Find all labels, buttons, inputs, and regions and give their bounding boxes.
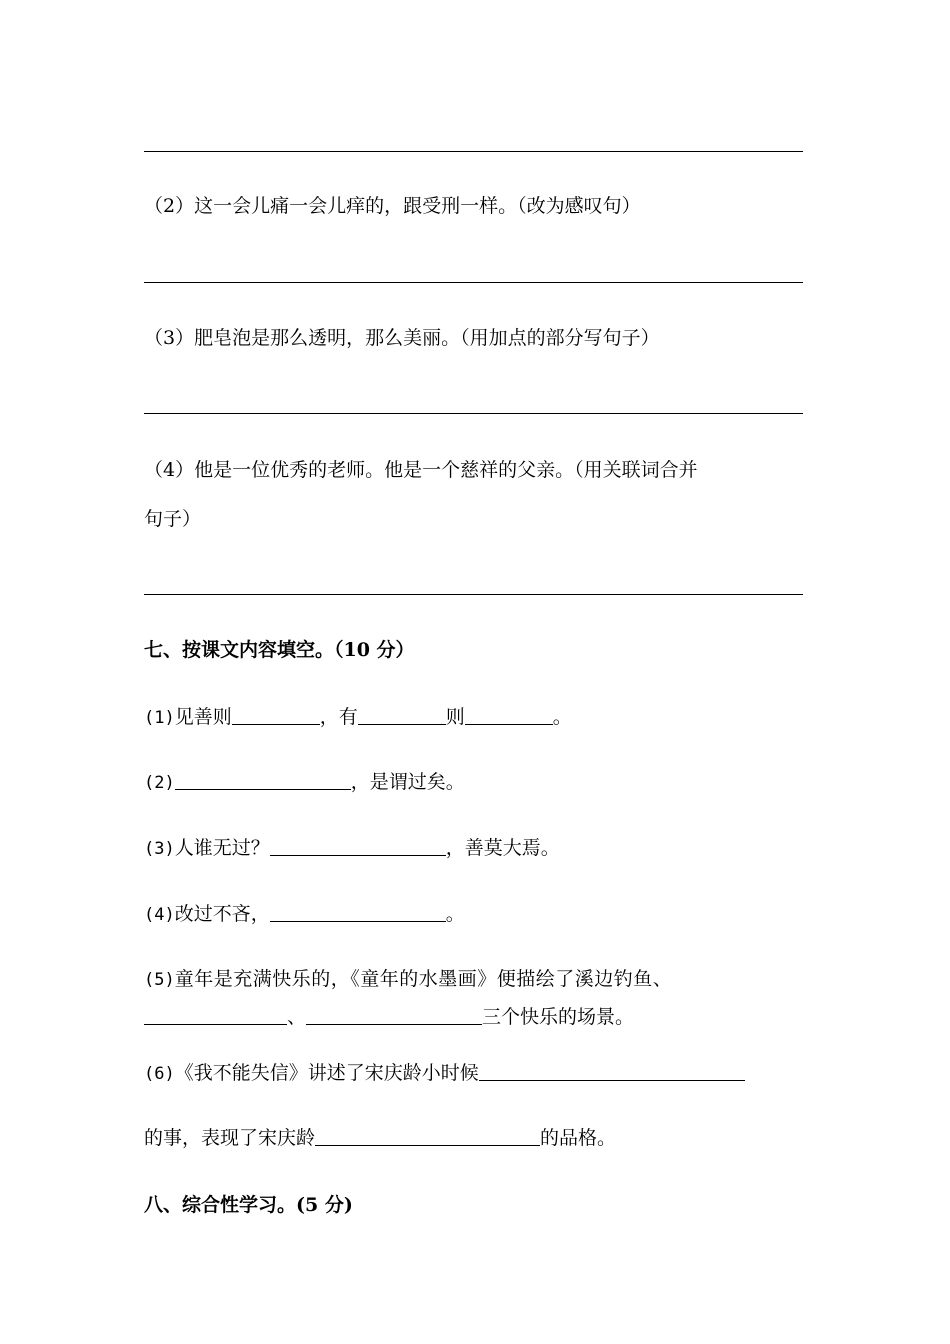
- question-6-4: [144, 457, 698, 483]
- section-8-title: [144, 1192, 353, 1218]
- item-1-number: (1): [144, 708, 175, 728]
- question-6-4-cont: [144, 506, 201, 532]
- fill-item-6: [144, 1060, 745, 1087]
- answer-line-2[interactable]: [144, 282, 803, 283]
- item-5-text-b: 、: [287, 1006, 307, 1028]
- item-5-text-c: 三个快乐的场景。: [482, 1006, 635, 1028]
- fill-item-4: [144, 901, 465, 928]
- item-1-text-a: 见善则: [174, 706, 232, 728]
- section-7-title-text: 七、按课文内容填空。（10 分）: [144, 639, 415, 661]
- question-6-4-text-a: （4）他是一位优秀的老师。他是一个慈祥的父亲。（用关联词合并: [144, 459, 698, 481]
- item-4-text-a: 改过不吝，: [174, 903, 270, 925]
- item-1-text-b: ，有: [319, 706, 358, 728]
- item-2-blank-1[interactable]: [175, 771, 351, 790]
- answer-line-1[interactable]: [144, 151, 803, 152]
- item-6-blank-1[interactable]: [479, 1062, 745, 1081]
- fill-item-2: [144, 769, 465, 796]
- item-2-text-a: ，是谓过矣。: [350, 771, 465, 793]
- question-6-2-text: （2）这一会儿痛一会儿痒的，跟受刑一样。（改为感叹句）: [144, 195, 641, 217]
- item-1-text-d: 。: [552, 706, 572, 728]
- item-5-blank-2[interactable]: [306, 1006, 482, 1025]
- item-4-number: (4): [144, 905, 175, 925]
- section-8-title-text: 八、综合性学习。(5 分): [144, 1194, 353, 1216]
- item-1-text-c: 则: [445, 706, 465, 728]
- question-6-3-text: （3）肥皂泡是那么透明，那么美丽。（用加点的部分写句子）: [144, 327, 660, 349]
- item-3-text-b: ，善莫大焉。: [445, 837, 560, 859]
- item-4-text-b: 。: [445, 903, 465, 925]
- answer-line-3[interactable]: [144, 413, 803, 414]
- fill-item-3: [144, 835, 560, 862]
- fill-item-5-cont: [144, 1004, 634, 1030]
- item-1-blank-1[interactable]: [232, 706, 320, 725]
- item-5-blank-1[interactable]: [144, 1006, 287, 1025]
- item-2-number: (2): [144, 773, 175, 793]
- item-5-number: (5): [144, 970, 175, 990]
- item-6-number: (6): [144, 1064, 175, 1084]
- fill-item-5: [144, 966, 672, 993]
- fill-item-1: [144, 704, 572, 731]
- question-6-2: [144, 193, 641, 219]
- item-5-text-a: 童年是充满快乐的，《童年的水墨画》便描绘了溪边钓鱼、: [174, 968, 673, 990]
- answer-line-4[interactable]: [144, 594, 803, 595]
- item-3-blank-1[interactable]: [270, 837, 446, 856]
- item-1-blank-2[interactable]: [358, 706, 446, 725]
- item-6-text-a: 《我不能失信》讲述了宋庆龄小时候: [174, 1062, 479, 1084]
- item-3-number: (3): [144, 839, 175, 859]
- item-1-blank-3[interactable]: [465, 706, 553, 725]
- item-6-text-b: 的事，表现了宋庆龄: [144, 1127, 316, 1149]
- item-4-blank-1[interactable]: [270, 903, 446, 922]
- question-6-3: [144, 325, 660, 351]
- item-3-text-a: 人谁无过？: [174, 837, 270, 859]
- section-7-title: [144, 637, 415, 663]
- fill-item-6-cont: [144, 1125, 616, 1151]
- item-6-text-c: 的品格。: [540, 1127, 617, 1149]
- item-6-blank-2[interactable]: [315, 1127, 540, 1146]
- question-6-4-text-b: 句子）: [144, 508, 202, 530]
